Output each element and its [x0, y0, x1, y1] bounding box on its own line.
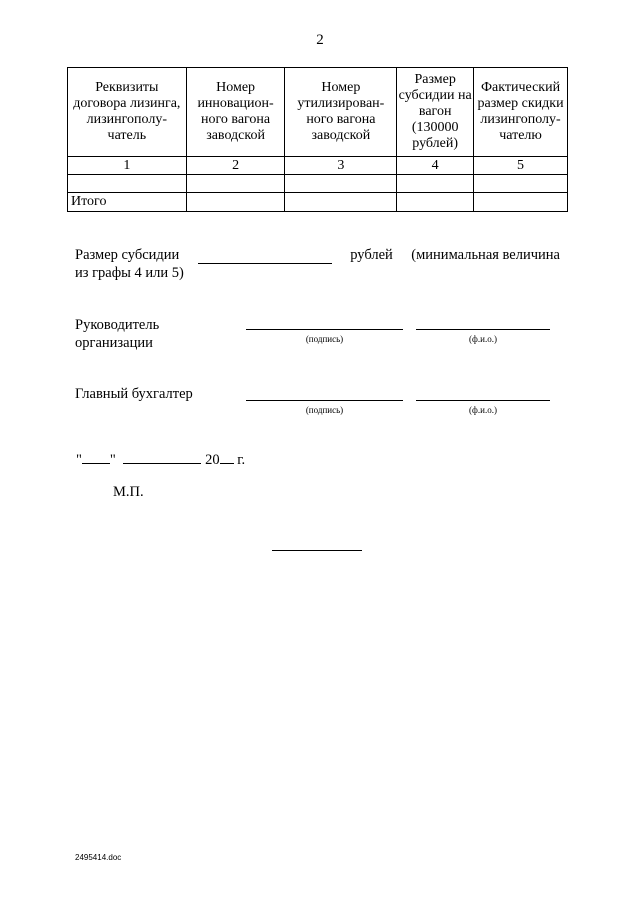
table-cell: [474, 175, 568, 193]
table-row: [68, 175, 568, 193]
subsidy-unit: рублей: [350, 247, 393, 263]
header-innovative-wagon-number: Номер инновацион-ного вагона заводской: [186, 68, 285, 157]
date-close-quote: ": [109, 452, 116, 468]
table-cell: [285, 175, 397, 193]
header-recycled-wagon-number: Номер утилизирован-ного вагона заводской: [285, 68, 397, 157]
table-cell: [474, 193, 568, 212]
date-line: [76, 452, 245, 469]
head-name-field[interactable]: [416, 329, 550, 330]
document-id: 2495414.doc: [75, 853, 122, 862]
table-cell: [186, 193, 285, 212]
column-number: 4: [397, 157, 474, 175]
header-subsidy-per-wagon: Размер субсидии на вагон (130000 рублей): [397, 68, 474, 157]
head-label: [75, 316, 159, 352]
date-year-field[interactable]: [220, 463, 234, 464]
accountant-signature-caption: (подпись): [305, 405, 344, 415]
chief-accountant-label: Главный бухгалтер: [75, 386, 193, 402]
column-number: 3: [285, 157, 397, 175]
head-signature-caption: (подпись): [305, 334, 344, 344]
column-number: 5: [474, 157, 568, 175]
head-name-caption: (ф.и.о.): [469, 334, 497, 344]
subsidy-note-continued: из графы 4 или 5): [75, 265, 184, 281]
total-label: Итого: [68, 193, 187, 212]
table-cell: [285, 193, 397, 212]
accountant-name-field[interactable]: [416, 400, 550, 401]
date-day-field[interactable]: [82, 463, 110, 464]
date-year-prefix: 20: [205, 452, 220, 468]
head-label-line1: Руководитель: [75, 317, 160, 333]
subsidy-label: Размер субсидии: [75, 247, 180, 263]
end-divider: [272, 550, 362, 551]
table-cell: [68, 175, 187, 193]
date-open-quote: ": [76, 452, 82, 468]
date-year-suffix: г.: [237, 452, 246, 468]
accountant-name-caption: (ф.и.о.): [469, 405, 497, 415]
head-signature-field[interactable]: [246, 329, 403, 330]
column-number: 2: [186, 157, 285, 175]
header-actual-discount: Фактический размер скидки лизингополу-чателю: [474, 68, 568, 157]
subsidy-note: (минимальная величина: [411, 247, 560, 263]
header-lease-contract: Реквизиты договора лизинга, лизингополу-чатель: [68, 68, 187, 157]
head-label-line2: организации: [75, 335, 153, 351]
table-header-row: [68, 68, 568, 157]
table-cell: [186, 175, 285, 193]
subsidy-table: [67, 67, 568, 212]
stamp-place-label: М.П.: [113, 484, 144, 500]
date-month-field[interactable]: [123, 463, 201, 464]
table-cell: [397, 193, 474, 212]
table-cell: [397, 175, 474, 193]
subsidy-amount-field[interactable]: [198, 263, 332, 264]
column-number: 1: [68, 157, 187, 175]
subsidy-amount-line: [75, 246, 560, 282]
column-number-row: [68, 157, 568, 175]
accountant-signature-field[interactable]: [246, 400, 403, 401]
page-number: 2: [316, 32, 324, 48]
total-row: [68, 193, 568, 212]
